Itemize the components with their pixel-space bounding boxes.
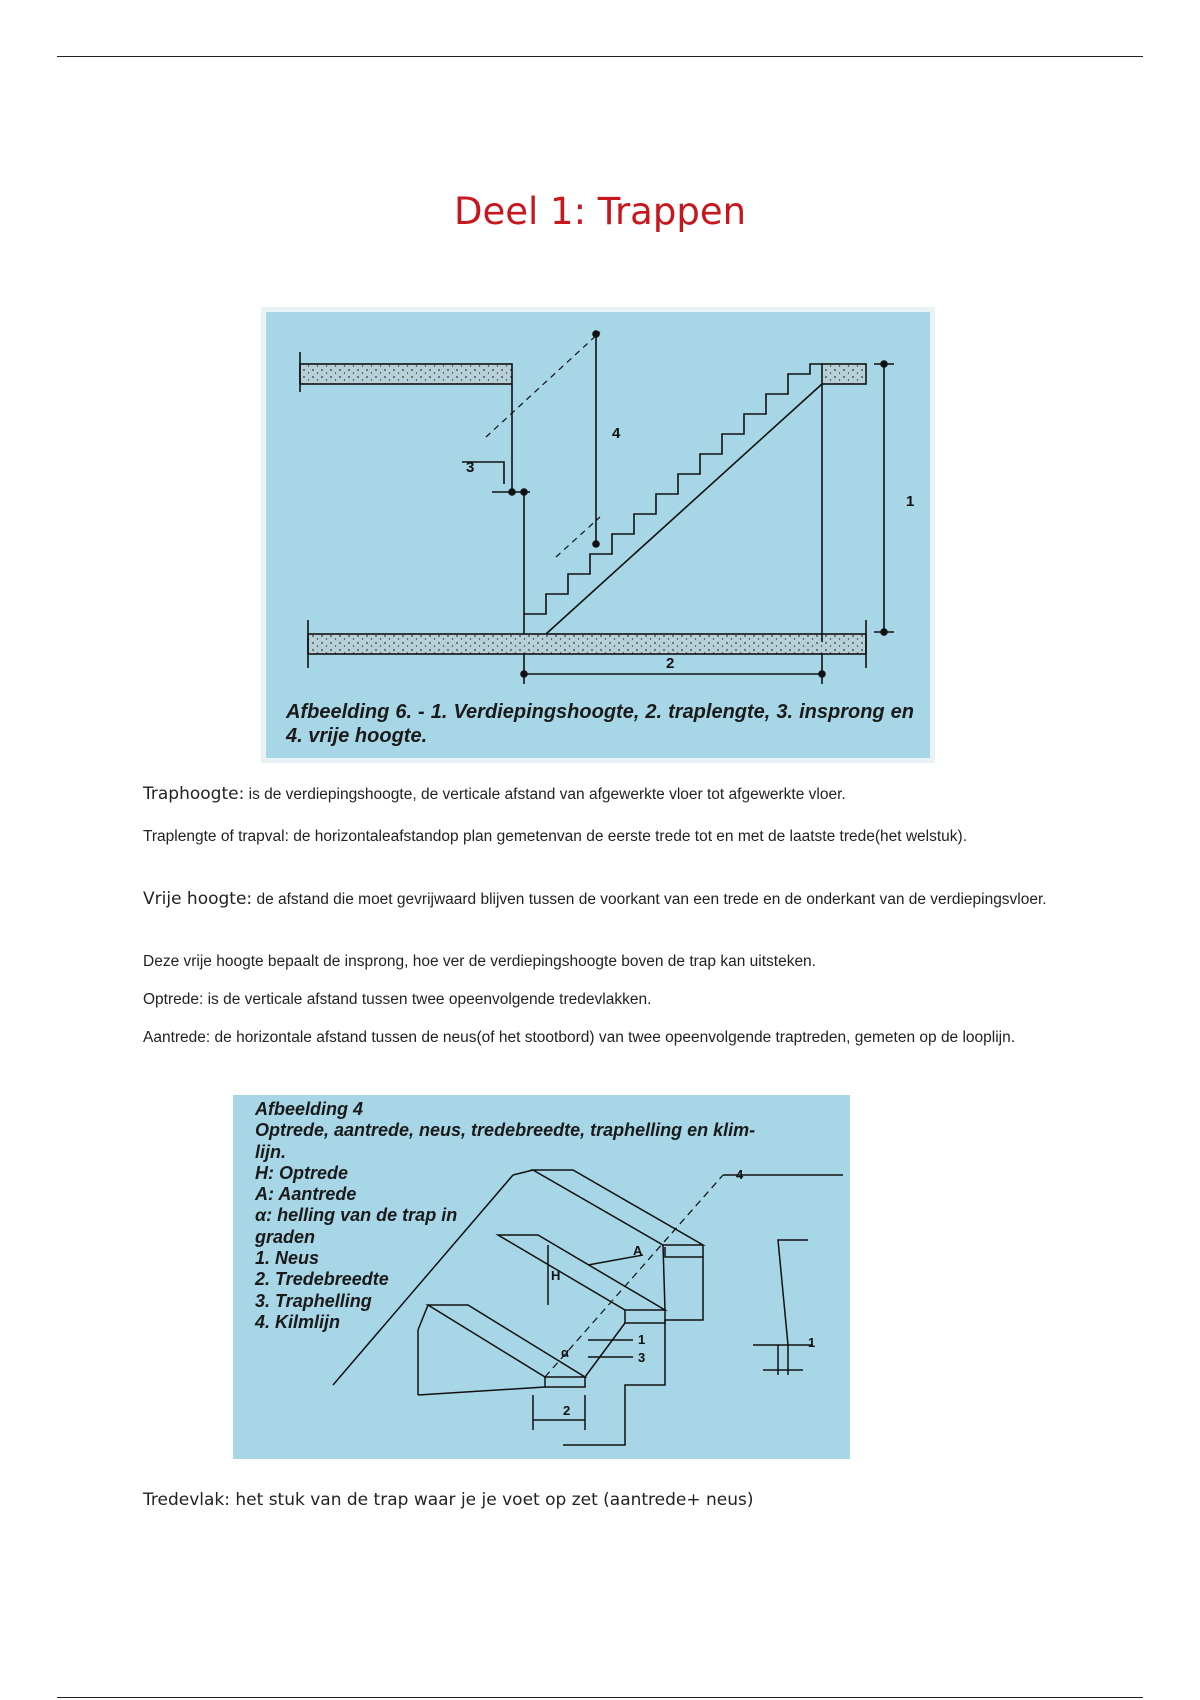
label-n1: 1 [638, 1332, 646, 1347]
figure2-caption-line: A: Aantrede [255, 1184, 357, 1205]
label-4: 4 [612, 425, 621, 442]
figure-step-detail [233, 1095, 850, 1459]
label-n2: 2 [563, 1403, 571, 1418]
def-vrije-hoogte: Vrije hoogte: de afstand die moet gevrijwaard blijven tussen de voorkant van een trede en de onderkant van de verdiepingsvloer. [143, 889, 1047, 909]
page-title: Deel 1: Trappen [453, 190, 747, 233]
figure2-caption-line: 4. Kilmlijn [255, 1311, 341, 1332]
label-1: 1 [906, 493, 915, 510]
def-traphoogte: Traphoogte: is de verdiepingshoogte, de verticale afstand van afgewerkte vloer tot afgewerkte vloer. [143, 784, 846, 804]
figure2-caption-line: H: Optrede [255, 1162, 349, 1183]
stair-section-drawing [266, 312, 930, 758]
figure2-caption [255, 1099, 815, 1333]
label-2: 2 [666, 655, 675, 672]
figure2-caption-line: 2. Tredebreedte [255, 1269, 389, 1290]
label-3: 3 [466, 459, 475, 476]
figure1-caption: Afbeelding 6. - 1. Verdiepingshoogte, 2. traplengte, 3. insprong en 4. vrije hoogte. [286, 701, 914, 747]
figure2-caption-line: graden [255, 1226, 316, 1247]
label-h: H [551, 1268, 561, 1283]
upper-floor-left [300, 364, 512, 384]
label-n3: 3 [638, 1350, 646, 1365]
figure2-caption-line: 3. Traphelling [255, 1290, 372, 1311]
def-traplengte: Traplengte of trapval: de horizontaleafstandop plan gemetenvan de eerste trede tot en met de laatste trede(het welstuk). [143, 828, 968, 845]
def-insprong: Deze vrije hoogte bepaalt de insprong, hoe ver de verdiepingshoogte boven de trap kan uitsteken. [143, 953, 816, 970]
figure2-caption-line: α: helling van de trap in [255, 1205, 458, 1226]
def-aantrede: Aantrede: de horizontale afstand tussen de neus(of het stootbord) van twee opeenvolgende traptreden, gemeten op de looplijn. [143, 1029, 1016, 1046]
figure2-caption-line: Optrede, aantrede, neus, tredebreedte, traphelling en klim- [255, 1120, 756, 1141]
stair-steps [524, 364, 822, 634]
label-alpha: α [561, 1345, 569, 1360]
def-optrede: Optrede: is de verticale afstand tussen twee opeenvolgende tredevlakken. [143, 991, 652, 1008]
upper-floor-right [822, 364, 866, 384]
stair-stringer [546, 384, 822, 634]
ground-floor [308, 634, 866, 654]
bottom-rule [57, 1697, 1143, 1698]
figure-stair-section [266, 312, 930, 758]
label-detail-1: 1 [808, 1335, 816, 1350]
label-n4: 4 [736, 1167, 744, 1182]
label-a: A [633, 1243, 643, 1258]
def-tredevlak: Tredevlak: het stuk van de trap waar je je voet op zet (aantrede+ neus) [143, 1490, 754, 1510]
figure2-caption-line: lijn. [255, 1141, 286, 1162]
figure2-caption-line: Afbeelding 4 [255, 1099, 364, 1119]
figure2-caption-line: 1. Neus [255, 1248, 320, 1269]
top-rule [57, 56, 1143, 57]
